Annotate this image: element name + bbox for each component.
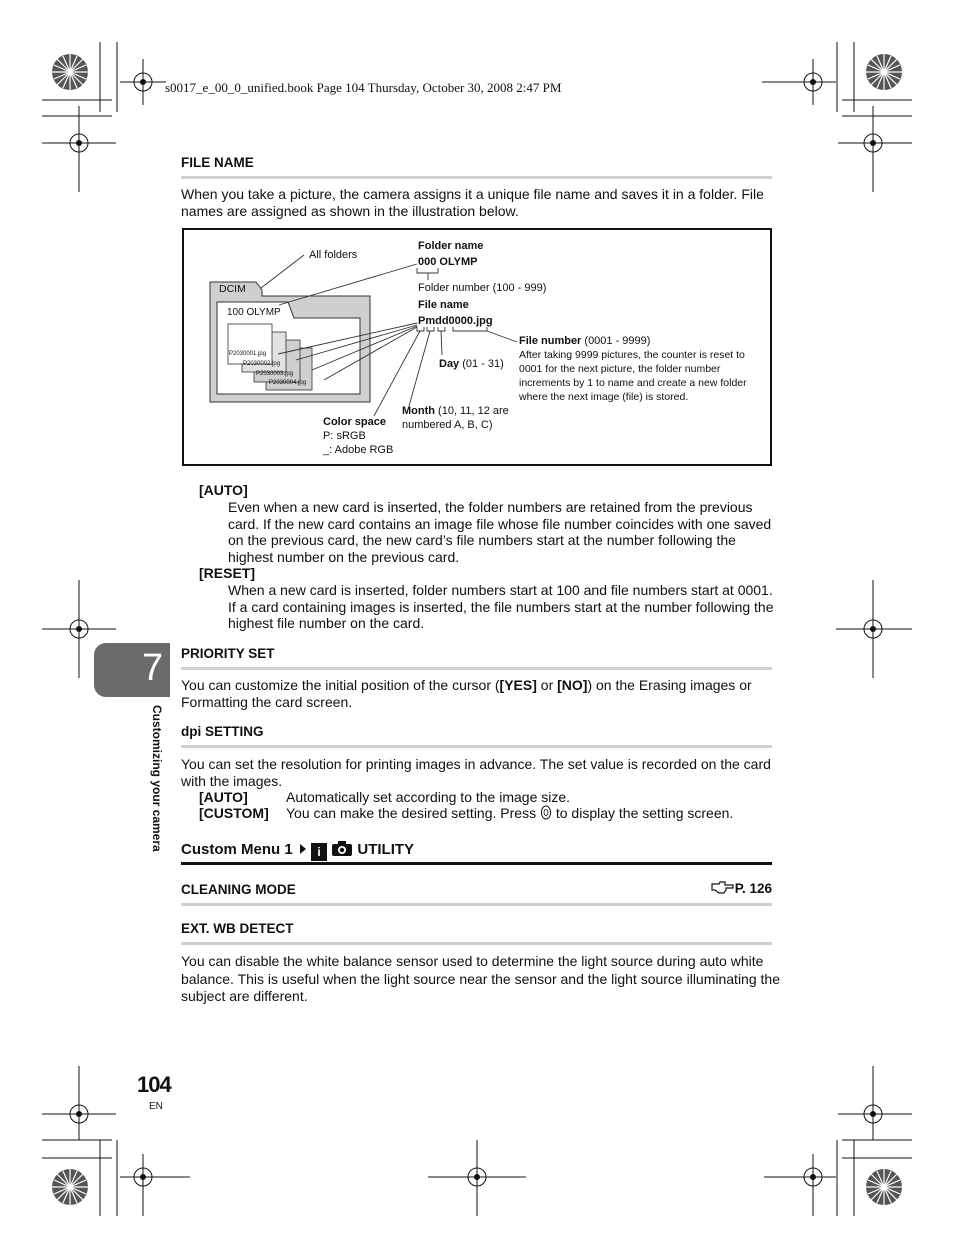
month-title: Month (402, 405, 435, 417)
month-range: (10, 11, 12 are numbered A, B, C) (402, 405, 509, 431)
color-space-adobe: _: Adobe RGB (323, 444, 394, 456)
dpi-setting-text: You can set the resolution for printing images in advance. The set value is recorded on the card with the images. (181, 756, 771, 789)
section-divider (181, 176, 772, 179)
dpi-custom-label: [CUSTOM] (199, 805, 269, 821)
custom-menu-prefix: Custom Menu 1 (181, 841, 293, 858)
auto-option-label: [AUTO] (199, 482, 248, 498)
all-folders-label: All folders (309, 249, 358, 261)
folder-100-label: 100 OLYMP (227, 307, 281, 318)
chapter-label: Customizing your camera (150, 705, 164, 852)
menu-tab-icon: i (311, 843, 327, 861)
month-label (402, 404, 527, 432)
chapter-number: 7 (142, 647, 164, 689)
file-number-description: After taking 9999 pictures, the counter is reset to 0001 for the next picture, the folder number increments by 1 to name and create a new folder where the next image (file) is stored. (519, 349, 747, 403)
starburst-mark-top-left (52, 54, 88, 90)
starburst-mark-bottom-left (52, 1169, 88, 1205)
file-3-label: P2030003.jpg (256, 371, 294, 377)
camera-icon (331, 840, 353, 857)
folder-name-value: 000 OLYMP (418, 256, 478, 268)
dpi-auto-desc: Automatically set according to the image size. (286, 789, 571, 805)
section-divider (181, 745, 772, 748)
file-2-label: P2030002.jpg (243, 361, 281, 367)
file-name-title: File name (418, 299, 469, 311)
auto-option-text: Even when a new card is inserted, the folder numbers are retained from the previous card. If the new card contains an image file whose file number coincides with one saved on the previous card, the new card’s file numbers start at the number following the highest number on the previous card. (228, 499, 772, 565)
file-number-range: (0001 - 9999) (581, 335, 651, 347)
folder-name-title: Folder name (418, 240, 484, 252)
day-label (439, 357, 504, 371)
dpi-auto-label: [AUTO] (199, 789, 248, 805)
section-title-file-name: FILE NAME (181, 155, 254, 170)
starburst-mark-top-right (866, 54, 902, 90)
no-option: [NO] (557, 677, 588, 693)
file-name-value: Pmdd0000.jpg (418, 315, 493, 327)
section-title-priority-set: PRIORITY SET (181, 646, 275, 661)
arrow-right-icon (297, 843, 307, 855)
file-number-label (519, 334, 764, 348)
custom-menu-divider (181, 862, 772, 865)
day-range: (01 - 31) (459, 358, 504, 370)
print-header: s0017_e_00_0_unified.book Page 104 Thursday, October 30, 2008 2:47 PM (165, 80, 562, 95)
ok-button-icon (540, 805, 552, 820)
section-divider (181, 942, 772, 945)
yes-option: [YES] (499, 677, 537, 693)
priority-text-1: You can customize the initial position of the cursor ( (181, 677, 500, 693)
folder-number-label: Folder number (100 - 999) (418, 282, 547, 294)
day-title: Day (439, 358, 460, 370)
dpi-custom-desc-2: to display the setting screen. (551, 805, 734, 821)
reset-option-label: [RESET] (199, 565, 255, 581)
section-divider (181, 667, 772, 670)
pointing-hand-icon (711, 881, 735, 895)
color-space-srgb: P: sRGB (323, 430, 366, 442)
dpi-custom-desc (286, 805, 733, 821)
chapter-tab (94, 643, 170, 697)
priority-text-2: or (536, 677, 558, 693)
ext-wb-text: You can disable the white balance sensor used to determine the light source during auto white balance. This is useful when the light source near the sensor and the light source illuminating the subject are different. (181, 953, 780, 1004)
cleaning-mode-reference (700, 881, 772, 896)
file-name-diagram (182, 228, 772, 466)
custom-menu-suffix: UTILITY (357, 841, 415, 858)
reset-option-text: When a new card is inserted, folder numbers start at 100 and file numbers start at 0001. If a card containing images is inserted, the file numbers start at the number following the highest file number on the card. (228, 582, 774, 632)
page-number: 104 (137, 1072, 171, 1097)
color-space-title: Color space (323, 416, 386, 428)
file-4-label: P2030004.jpg (269, 380, 307, 386)
section-title-cleaning-mode: CLEANING MODE (181, 882, 296, 897)
section-title-dpi-setting: dpi SETTING (181, 724, 264, 739)
priority-text-3: ) on the Erasing images or Formatting the card screen. (181, 677, 752, 710)
custom-menu-heading (181, 840, 414, 861)
file-1-label: P2030001.jpg (229, 351, 267, 357)
section-divider (181, 903, 772, 906)
section-title-ext-wb-detect: EXT. WB DETECT (181, 921, 294, 936)
priority-set-text (181, 677, 781, 710)
dpi-custom-desc-1: You can make the desired setting. Press (286, 805, 540, 821)
page-reference: P. 126 (734, 881, 772, 896)
dcim-label: DCIM (219, 283, 246, 295)
starburst-mark-bottom-right (866, 1169, 902, 1205)
language-label: EN (149, 1101, 163, 1112)
file-number-title: File number (519, 335, 582, 347)
file-name-intro: When you take a picture, the camera assigns it a unique file name and saves it in a folder. File names are assigned as shown in the illustration below. (181, 186, 764, 219)
